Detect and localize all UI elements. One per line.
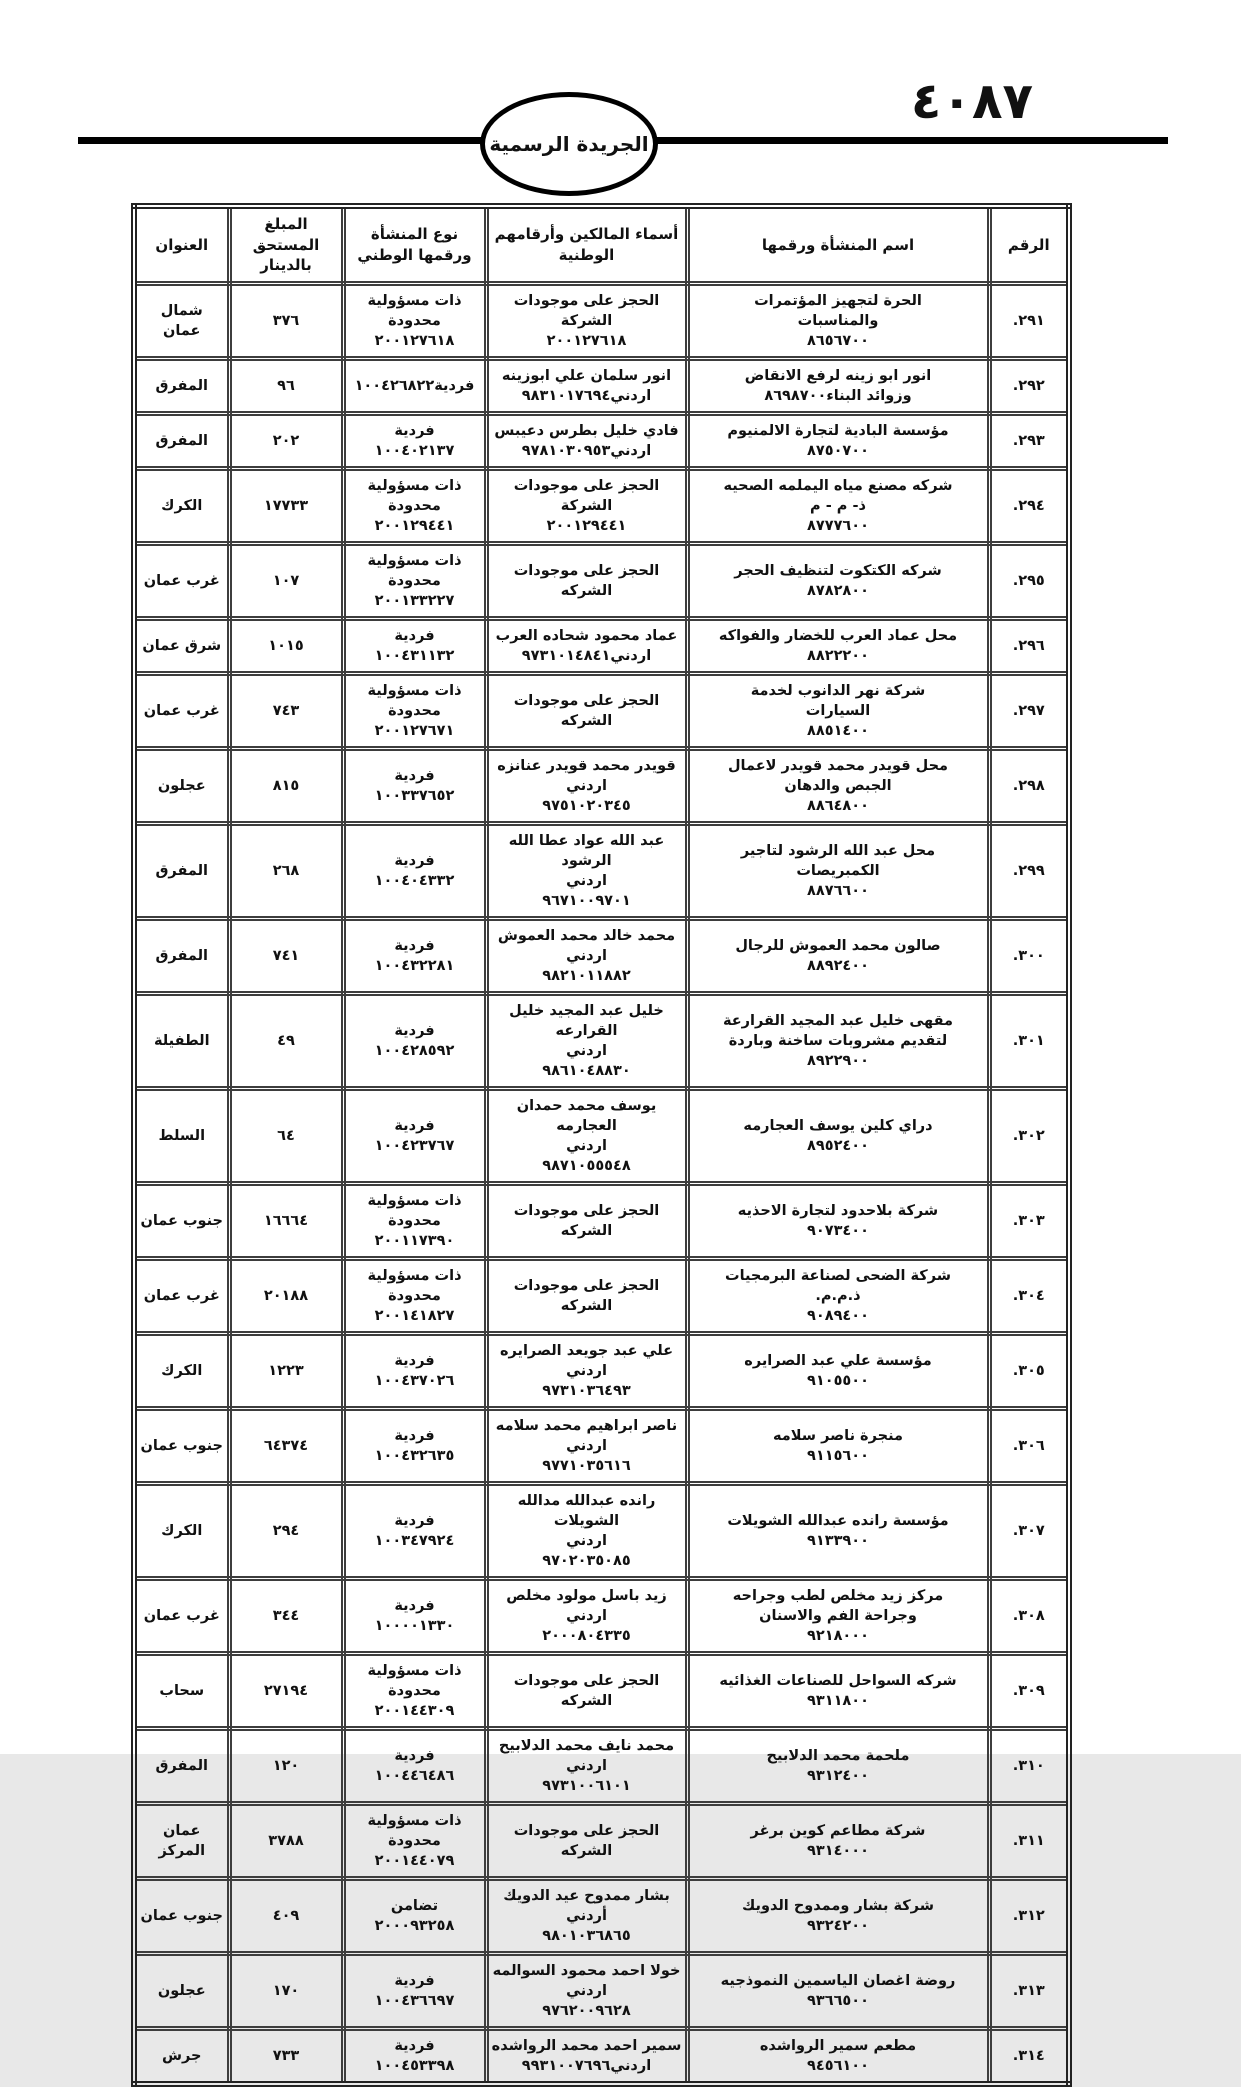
cell-address: شرق عمان [134, 619, 229, 674]
cell-serial: ٢٩٣. [989, 414, 1069, 469]
cell-serial: ٣٠٣. [989, 1184, 1069, 1259]
header-address: العنوان [134, 206, 229, 284]
cell-owners: ناصر ابراهيم محمد سلامه اردني ٩٧٧١٠٣٥٦١٦ [486, 1409, 687, 1484]
cell-serial: ٣٠١. [989, 994, 1069, 1089]
cell-type: ذات مسؤولية محدودة ٢٠٠١٢٧٦١٨ [343, 284, 486, 359]
cell-address: المفرق [134, 359, 229, 414]
table-row [134, 619, 1069, 674]
cell-amount: ٢٠٢ [229, 414, 343, 469]
cell-address: المفرق [134, 1729, 229, 1804]
cell-serial: ٣٠٤. [989, 1259, 1069, 1334]
cell-amount: ٤٠٩ [229, 1879, 343, 1954]
cell-establishment: شركة الضحى لصناعة البرمجيات ذ.م.م. ٩٠٨٩٤٠٠ [687, 1259, 989, 1334]
table-row [134, 919, 1069, 994]
cell-address: الكرك [134, 1334, 229, 1409]
cell-establishment: شركه السواحل للصناعات الغذائيه ٩٣١١٨٠٠ [687, 1654, 989, 1729]
cell-type: فردية ١٠٠٤٣٦٦٩٧ [343, 1954, 486, 2029]
cell-serial: ٣٠٩. [989, 1654, 1069, 1729]
cell-amount: ٣٧٨٨ [229, 1804, 343, 1879]
table-row [134, 994, 1069, 1089]
table-row [134, 1089, 1069, 1184]
records-table [131, 203, 1072, 2087]
table-row [134, 674, 1069, 749]
cell-type: فردية ١٠٠٤٠٢١٣٧ [343, 414, 486, 469]
cell-establishment: شركة بشار وممدوح الدويك ٩٣٢٤٢٠٠ [687, 1879, 989, 1954]
cell-amount: ٢٦٨ [229, 824, 343, 919]
cell-serial: ٢٩٦. [989, 619, 1069, 674]
cell-establishment: روضة اغصان الياسمين النموذجيه ٩٣٦٦٥٠٠ [687, 1954, 989, 2029]
table-row [134, 1804, 1069, 1879]
cell-type: ذات مسؤولية محدودة ٢٠٠١١٧٣٩٠ [343, 1184, 486, 1259]
cell-amount: ٣٧٦ [229, 284, 343, 359]
cell-amount: ٧٣٣ [229, 2029, 343, 2085]
cell-owners: خليل عبد المجيد خليل القرارعه اردني ٩٨٦١٠٤٨٨٣٠ [486, 994, 687, 1089]
cell-address: سحاب [134, 1654, 229, 1729]
cell-serial: ٢٩٥. [989, 544, 1069, 619]
header-type: نوع المنشأة ورقمها الوطني [343, 206, 486, 284]
cell-amount: ١٠٧ [229, 544, 343, 619]
cell-owners: خولا احمد محمود السوالمه اردني ٩٧٦٢٠٠٩٦٢٨ [486, 1954, 687, 2029]
table-row [134, 824, 1069, 919]
cell-amount: ٨١٥ [229, 749, 343, 824]
cell-establishment: مؤسسة علي عبد الصرايره ٩١٠٥٥٠٠ [687, 1334, 989, 1409]
cell-type: ذات مسؤولية محدودة ٢٠٠١٣٣٢٢٧ [343, 544, 486, 619]
cell-owners: الحجز على موجودات الشركه [486, 1259, 687, 1334]
table-row [134, 1184, 1069, 1259]
cell-amount: ١٧٠ [229, 1954, 343, 2029]
cell-type: فردية ١٠٠٤٢٣٧٦٧ [343, 1089, 486, 1184]
cell-amount: ٧٤٣ [229, 674, 343, 749]
cell-type: ذات مسؤولية محدودة ٢٠٠١٤١٨٢٧ [343, 1259, 486, 1334]
cell-serial: ٢٩١. [989, 284, 1069, 359]
cell-owners: عبد الله عواد عطا الله الرشود اردني ٩٦٧١٠٠٩٧٠١ [486, 824, 687, 919]
cell-owners: بشار ممدوح عيد الدويك أردني ٩٨٠١٠٣٦٨٦٥ [486, 1879, 687, 1954]
cell-owners: محمد نايف محمد الدلابيح اردني ٩٧٣١٠٠٦١٠١ [486, 1729, 687, 1804]
cell-address: السلط [134, 1089, 229, 1184]
records-table-wrap [137, 203, 1072, 2087]
gazette-seal-label: الجريدة الرسمية [489, 132, 649, 156]
cell-establishment: شركة مطاعم كوين برغر ٩٣١٤٠٠٠ [687, 1804, 989, 1879]
table-row [134, 1579, 1069, 1654]
cell-address: غرب عمان [134, 674, 229, 749]
cell-type: ذات مسؤولية محدودة ٢٠٠١٢٩٤٤١ [343, 469, 486, 544]
cell-establishment: الحرة لتجهيز المؤتمرات والمناسبات ٨٦٥٦٧٠٠ [687, 284, 989, 359]
cell-type: فردية ١٠٠٤٣٢٦٣٥ [343, 1409, 486, 1484]
cell-amount: ٤٩ [229, 994, 343, 1089]
cell-serial: ٣٠٥. [989, 1334, 1069, 1409]
cell-address: جرش [134, 2029, 229, 2085]
cell-type: فردية ١٠٠٤٥٣٣٩٨ [343, 2029, 486, 2085]
cell-owners: فادي خليل بطرس دعيبس اردني٩٧٨١٠٣٠٩٥٣ [486, 414, 687, 469]
cell-address: المفرق [134, 919, 229, 994]
cell-owners: الحجز على موجودات الشركه [486, 1804, 687, 1879]
table-row [134, 2029, 1069, 2085]
cell-amount: ١٢٢٣ [229, 1334, 343, 1409]
cell-establishment: مقهى خليل عبد المجيد القرارعة لتقديم مشروبات ساخنة وباردة ٨٩٢٢٩٠٠ [687, 994, 989, 1089]
cell-owners: الحجز على موجودات الشركه [486, 544, 687, 619]
header-serial: الرقم [989, 206, 1069, 284]
cell-serial: ٢٩٨. [989, 749, 1069, 824]
cell-serial: ٣٠٠. [989, 919, 1069, 994]
cell-establishment: دراي كلين يوسف العجارمه ٨٩٥٢٤٠٠ [687, 1089, 989, 1184]
cell-establishment: مركز زيد مخلص لطب وجراحه وجراحة الفم والاسنان ٩٢١٨٠٠٠ [687, 1579, 989, 1654]
cell-type: ذات مسؤولية محدودة ٢٠٠١٢٧٦٧١ [343, 674, 486, 749]
cell-address: الكرك [134, 1484, 229, 1579]
cell-type: ذات مسؤولية محدودة ٢٠٠١٤٤٠٧٩ [343, 1804, 486, 1879]
cell-address: جنوب عمان [134, 1879, 229, 1954]
cell-amount: ١٦٦٦٤ [229, 1184, 343, 1259]
gazette-seal [480, 92, 658, 196]
cell-type: فردية ١٠٠٣٣٧٦٥٢ [343, 749, 486, 824]
cell-owners: سمير احمد محمد الرواشده اردني٩٩٣١٠٠٧٦٩٦ [486, 2029, 687, 2085]
cell-address: عجلون [134, 1954, 229, 2029]
cell-address: غرب عمان [134, 1259, 229, 1334]
header-establishment: اسم المنشأة ورقمها [687, 206, 989, 284]
cell-address: عمان المركز [134, 1804, 229, 1879]
cell-serial: ٢٩٤. [989, 469, 1069, 544]
cell-type: فردية ١٠٠٣٤٧٩٢٤ [343, 1484, 486, 1579]
header-amount: المبلغ المستحق بالدينار [229, 206, 343, 284]
cell-amount: ٧٤١ [229, 919, 343, 994]
cell-type: فردية ١٠٠٤٣٧٠٢٦ [343, 1334, 486, 1409]
cell-owners: عماد محمود شحاده العرب اردني٩٧٣١٠١٤٨٤١ [486, 619, 687, 674]
table-row [134, 544, 1069, 619]
cell-establishment: شركه الكتكوت لتنظيف الحجر ٨٧٨٢٨٠٠ [687, 544, 989, 619]
table-row [134, 1654, 1069, 1729]
cell-amount: ١٠١٥ [229, 619, 343, 674]
cell-type: فردية ١٠٠٤٠٤٣٣٢ [343, 824, 486, 919]
cell-owners: علي عبد جويعد الصرايره اردني ٩٧٣١٠٣٦٤٩٣ [486, 1334, 687, 1409]
cell-amount: ٦٤ [229, 1089, 343, 1184]
cell-type: فردية ١٠٠٤٤٦٤٨٦ [343, 1729, 486, 1804]
cell-serial: ٣٠٨. [989, 1579, 1069, 1654]
table-row [134, 1729, 1069, 1804]
cell-serial: ٣٠٦. [989, 1409, 1069, 1484]
cell-address: جنوب عمان [134, 1184, 229, 1259]
cell-amount: ١٧٧٣٣ [229, 469, 343, 544]
cell-amount: ٣٤٤ [229, 1579, 343, 1654]
cell-owners: انور سلمان علي ابوزينه اردني٩٨٣١٠١٧٦٩٤ [486, 359, 687, 414]
cell-address: غرب عمان [134, 1579, 229, 1654]
cell-serial: ٢٩٧. [989, 674, 1069, 749]
table-row [134, 469, 1069, 544]
cell-establishment: مؤسسة رانده عبدالله الشويلات ٩١٣٣٩٠٠ [687, 1484, 989, 1579]
cell-amount: ٢٩٤ [229, 1484, 343, 1579]
table-header-row [134, 206, 1069, 284]
cell-establishment: مطعم سمير الرواشده ٩٤٥٦١٠٠ [687, 2029, 989, 2085]
header-owners: أسماء المالكين وأرقامهم الوطنية [486, 206, 687, 284]
table-row [134, 284, 1069, 359]
cell-establishment: محل عبد الله الرشود لتاجير الكمبريصات ٨٨٧٦٦٠٠ [687, 824, 989, 919]
table-row [134, 414, 1069, 469]
cell-type: فردية١٠٠٤٢٦٨٢٢ [343, 359, 486, 414]
table-row [134, 359, 1069, 414]
cell-type: تضامن ٢٠٠٠٩٣٢٥٨ [343, 1879, 486, 1954]
cell-amount: ١٢٠ [229, 1729, 343, 1804]
table-row [134, 1259, 1069, 1334]
cell-type: فردية ١٠٠٤٢٨٥٩٢ [343, 994, 486, 1089]
cell-address: عجلون [134, 749, 229, 824]
cell-establishment: مؤسسة البادية لتجارة الالمنيوم ٨٧٥٠٧٠٠ [687, 414, 989, 469]
cell-owners: الحجز على موجودات الشركه [486, 1184, 687, 1259]
cell-owners: قويدر محمد قويدر عنانزه اردني ٩٧٥١٠٢٠٣٤٥ [486, 749, 687, 824]
table-row [134, 1334, 1069, 1409]
cell-address: شمال عمان [134, 284, 229, 359]
cell-serial: ٣٠٧. [989, 1484, 1069, 1579]
cell-address: المفرق [134, 824, 229, 919]
cell-owners: الحجز على موجودات الشركة ٢٠٠١٢٩٤٤١ [486, 469, 687, 544]
cell-establishment: شركه مصنع مياه اليملمه الصحيه ذ- م - م ٨٧٧٧٦٠٠ [687, 469, 989, 544]
cell-serial: ٣٠٢. [989, 1089, 1069, 1184]
table-row [134, 1484, 1069, 1579]
cell-serial: ٣١١. [989, 1804, 1069, 1879]
cell-address: غرب عمان [134, 544, 229, 619]
cell-establishment: منجرة ناصر سلامه ٩١١٥٦٠٠ [687, 1409, 989, 1484]
cell-amount: ٢٠١٨٨ [229, 1259, 343, 1334]
cell-establishment: ملحمة محمد الدلابيح ٩٣١٢٤٠٠ [687, 1729, 989, 1804]
cell-owners: رانده عبدالله مدالله الشويلات اردني ٩٧٠٢٠٣٥٠٨٥ [486, 1484, 687, 1579]
cell-amount: ٦٤٣٧٤ [229, 1409, 343, 1484]
table-row [134, 1879, 1069, 1954]
cell-amount: ٩٦ [229, 359, 343, 414]
cell-type: فردية ١٠٠٤٣٢٢٨١ [343, 919, 486, 994]
table-row [134, 749, 1069, 824]
cell-serial: ٣١٢. [989, 1879, 1069, 1954]
cell-serial: ٢٩٢. [989, 359, 1069, 414]
page-number: ٤٠٨٧ [910, 72, 1033, 130]
cell-owners: الحجز على موجودات الشركه [486, 1654, 687, 1729]
cell-amount: ٢٧١٩٤ [229, 1654, 343, 1729]
cell-type: فردية ١٠٠٤٣١١٣٢ [343, 619, 486, 674]
cell-establishment: شركة بلاحدود لتجارة الاحذيه ٩٠٧٣٤٠٠ [687, 1184, 989, 1259]
cell-serial: ٣١٣. [989, 1954, 1069, 2029]
cell-establishment: محل عماد العرب للخضار والفواكه ٨٨٢٢٢٠٠ [687, 619, 989, 674]
cell-serial: ٣١٤. [989, 2029, 1069, 2085]
cell-address: جنوب عمان [134, 1409, 229, 1484]
table-row [134, 1954, 1069, 2029]
cell-address: المفرق [134, 414, 229, 469]
cell-type: ذات مسؤولية محدودة ٢٠٠١٤٤٣٠٩ [343, 1654, 486, 1729]
cell-owners: محمد خالد محمد العموش اردني ٩٨٢١٠١١٨٨٢ [486, 919, 687, 994]
cell-serial: ٢٩٩. [989, 824, 1069, 919]
cell-owners: يوسف محمد حمدان العجارمه اردني ٩٨٧١٠٥٥٥٤٨ [486, 1089, 687, 1184]
cell-type: فردية ١٠٠٠٠١٣٣٠ [343, 1579, 486, 1654]
cell-address: الطفيلة [134, 994, 229, 1089]
cell-establishment: شركة نهر الدانوب لخدمة السيارات ٨٨٥١٤٠٠ [687, 674, 989, 749]
table-row [134, 1409, 1069, 1484]
cell-owners: زيد باسل مولود مخلص اردني ٢٠٠٠٨٠٤٣٣٥ [486, 1579, 687, 1654]
cell-establishment: انور ابو زينه لرفع الانقاض وزوائد البناء٨٦٩٨٧٠٠ [687, 359, 989, 414]
cell-establishment: صالون محمد العموش للرجال ٨٨٩٢٤٠٠ [687, 919, 989, 994]
cell-address: الكرك [134, 469, 229, 544]
cell-owners: الحجز على موجودات الشركة ٢٠٠١٢٧٦١٨ [486, 284, 687, 359]
cell-serial: ٣١٠. [989, 1729, 1069, 1804]
cell-owners: الحجز على موجودات الشركه [486, 674, 687, 749]
cell-establishment: محل قويدر محمد قويدر لاعمال الجبص والدهان ٨٨٦٤٨٠٠ [687, 749, 989, 824]
